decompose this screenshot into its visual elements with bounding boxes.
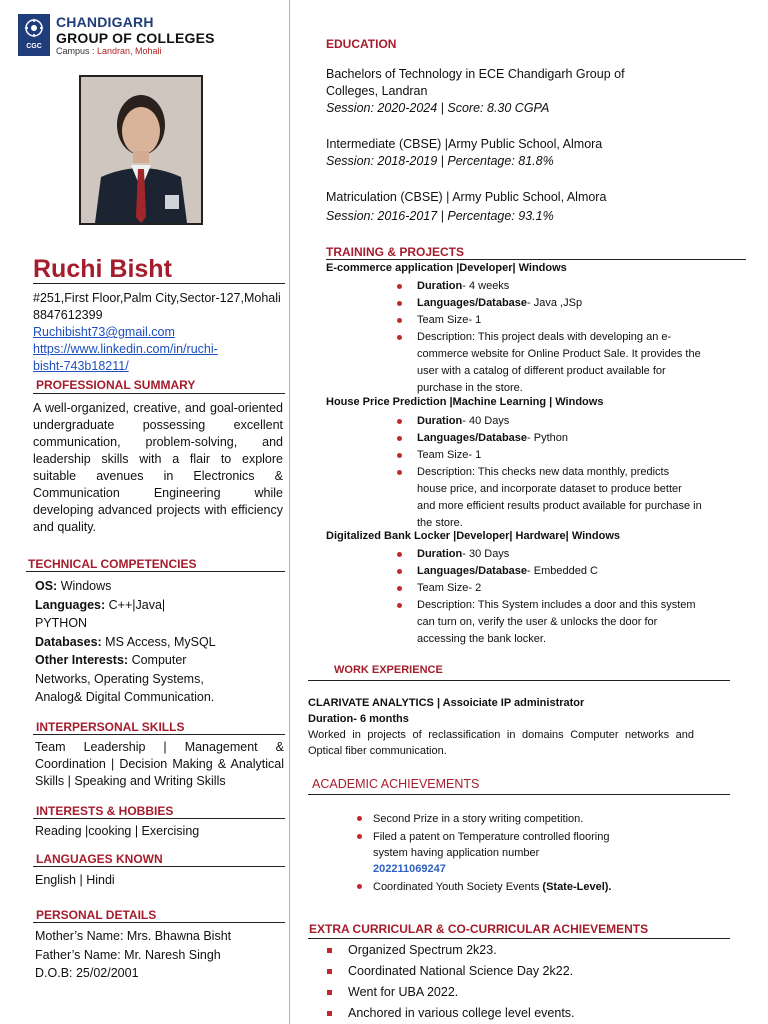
project-details (397, 413, 702, 532)
work-duration: Duration- 6 months (308, 713, 409, 725)
project-title: Digitalized Bank Locker |Developer| Hardware| Windows (326, 530, 620, 542)
logo-mark-text: CGC (26, 43, 42, 50)
list-item: Filed a patent on Temperature controlled flooring system having application number 202211069247 (355, 829, 633, 877)
other-interests-line: Other Interests: Computer Networks, Operating Systems, Analog& Digital Communication. (35, 653, 215, 704)
project-details (397, 278, 702, 397)
list-item: Duration- 4 weeks (397, 278, 702, 295)
education-detail: Session: 2018-2019 | Percentage: 81.8% (326, 154, 554, 168)
candidate-name: Ruchi Bisht (33, 255, 172, 283)
list-item: Duration- 40 Days (397, 413, 702, 430)
education-detail: Session: 2016-2017 | Percentage: 93.1% (326, 209, 554, 223)
list-item: Team Size- 1 (397, 312, 702, 329)
interests-text: Reading |cooking | Exercising (35, 824, 200, 838)
education-item-1 (326, 66, 636, 117)
work-experience-heading: WORK EXPERIENCE (334, 664, 443, 676)
education-title: Bachelors of Technology in ECE Chandigarh Group of Colleges, Landran (326, 67, 625, 98)
patent-number: 202211069247 (373, 863, 446, 875)
list-item: Languages/Database- Java ,JSp (397, 295, 702, 312)
list-item: Second Prize in a story writing competition. (355, 811, 675, 827)
logo-line1: CHANDIGARH (56, 14, 154, 30)
linkedin-link-line1[interactable]: https://www.linkedin.com/in/ruchi- (33, 342, 218, 356)
list-item: Team Size- 2 (397, 580, 697, 597)
academic-rule (308, 794, 730, 795)
professional-summary-text: A well-organized, creative, and goal-oriented undergraduate possessing excellent communication, problem-solving, and leadership skills with a flair to explore suitable avenues in Electronics & Communication Engineering while developing advanced projects with efficiency and quality. (33, 401, 283, 534)
extra-curricular-heading: EXTRA CURRICULAR & CO-CURRICULAR ACHIEVEMENTS (309, 922, 649, 936)
education-title: Intermediate (CBSE) |Army Public School, Almora (326, 137, 603, 151)
interpersonal-skills-heading: INTERPERSONAL SKILLS (36, 720, 185, 734)
portrait-photo-icon (81, 77, 201, 223)
list-item: Description: This System includes a door and this system can turn on, verify the user & unlocks the door for accessing the bank locker. (397, 597, 697, 648)
languages-text: English | Hindi (35, 873, 115, 887)
project-details (397, 546, 697, 648)
education-detail: Session: 2020-2024 | Score: 8.30 CGPA (326, 101, 550, 115)
name-underline (33, 283, 285, 284)
interpersonal-rule (33, 734, 285, 735)
address: #251,First Floor,Palm City,Sector-127,Mohali (33, 291, 281, 305)
mother-name: Mother’s Name: Mrs. Bhawna Bisht (35, 929, 232, 943)
academic-achievements-heading: ACADEMIC ACHIEVEMENTS (312, 777, 480, 791)
contact-block (33, 290, 283, 375)
languages-rule (33, 866, 285, 867)
personal-details (35, 927, 285, 983)
list-item: Coordinated National Science Day 2k22. (327, 961, 727, 982)
email-link[interactable]: Ruchibisht73@gmail.com (33, 325, 175, 339)
languages-line: Languages: C++|Java| (35, 597, 166, 612)
logo-campus: Campus : Landran, Mohali (56, 46, 162, 56)
academic-list (355, 811, 675, 897)
list-item: Description: This project deals with developing an e-commerce website for Online Product Sale. It provides the user with a catalog of different product available for purchase in the store. (397, 329, 702, 397)
extra-rule (308, 938, 730, 939)
list-item: Coordinated Youth Society Events (State-Level). (355, 879, 675, 895)
os-line: OS: Windows (35, 579, 112, 593)
list-item: Description: This checks new data monthly, predicts house price, and incorporate dataset to produce better and more efficient results product available for purchase in the store. (397, 464, 702, 532)
personal-rule (33, 922, 285, 923)
logo-line2: GROUP OF COLLEGES (56, 30, 215, 46)
college-logo (18, 12, 258, 60)
professional-summary-heading: PROFESSIONAL SUMMARY (36, 378, 196, 392)
technical-rule (26, 571, 285, 572)
education-heading: EDUCATION (326, 37, 397, 51)
education-item-3 (326, 188, 656, 226)
interests-heading: INTERESTS & HOBBIES (36, 804, 174, 818)
education-title: Matriculation (CBSE) | Army Public School, Almora (326, 190, 607, 204)
project-title: House Price Prediction |Machine Learning | Windows (326, 396, 604, 408)
list-item: Languages/Database- Python (397, 430, 702, 447)
cgc-emblem-icon (18, 14, 50, 56)
work-company: CLARIVATE ANALYTICS | Assoiciate IP administrator (308, 697, 585, 709)
education-item-2 (326, 136, 656, 170)
work-description: Worked in projects of reclassification in domains Computer networks and Optical fiber communication. (308, 729, 694, 757)
list-item: Anchored in various college level events. (327, 1003, 727, 1024)
languages-known-heading: LANGUAGES KNOWN (36, 852, 163, 866)
profile-photo (79, 75, 203, 225)
work-block (308, 695, 694, 759)
list-item: Organized Spectrum 2k23. (327, 940, 727, 961)
extra-curricular-list (327, 940, 727, 1024)
training-rule (326, 259, 746, 260)
summary-rule (33, 393, 285, 394)
technical-block (35, 577, 225, 707)
project-title: E-commerce application |Developer| Windows (326, 262, 567, 274)
linkedin-link-line2[interactable]: bisht-743b18211/ (33, 359, 129, 373)
databases-line: Databases: MS Access, MySQL (35, 634, 216, 649)
interpersonal-text: Team Leadership | Management & Coordination | Decision Making & Analytical Skills | Speaking and Writing Skills (35, 740, 284, 788)
father-name: Father’s Name: Mr. Naresh Singh (35, 947, 221, 962)
interests-rule (33, 818, 285, 819)
languages-line2: PYTHON (35, 616, 88, 630)
column-divider (289, 0, 290, 1024)
list-item: Duration- 30 Days (397, 546, 697, 563)
technical-competencies-heading: TECHNICAL COMPETENCIES (28, 557, 197, 571)
list-item: Went for UBA 2022. (327, 982, 727, 1003)
phone: 8847612399 (33, 308, 103, 322)
work-rule (308, 680, 730, 681)
date-of-birth: D.O.B: 25/02/2001 (35, 966, 139, 980)
list-item: Team Size- 1 (397, 447, 702, 464)
training-projects-heading: TRAINING & PROJECTS (326, 245, 465, 259)
personal-details-heading: PERSONAL DETAILS (36, 908, 157, 922)
list-item: Languages/Database- Embedded C (397, 563, 697, 580)
